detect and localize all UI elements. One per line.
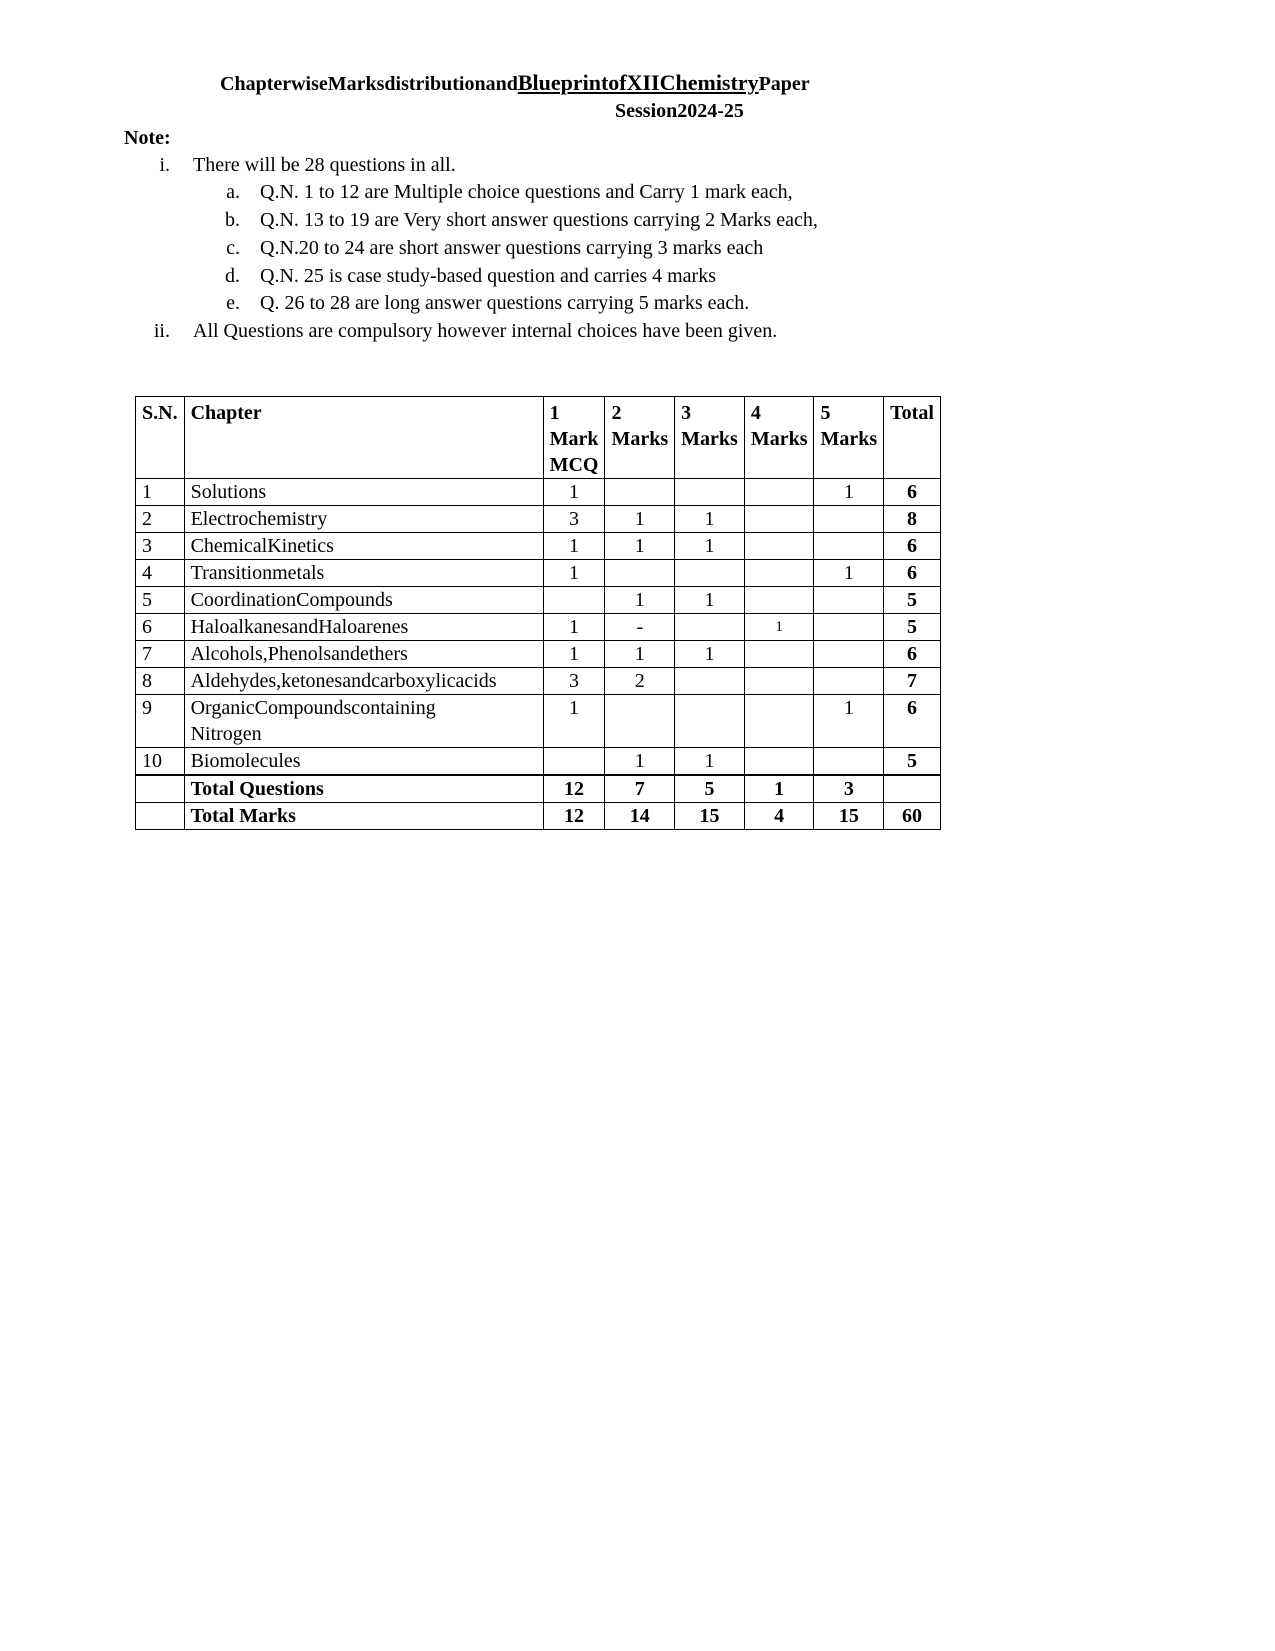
cell-chapter: Transitionmetals bbox=[184, 560, 543, 587]
cell-chapter: Biomolecules bbox=[184, 748, 543, 776]
cell-4-marks bbox=[744, 748, 814, 776]
cell-total: 6 bbox=[884, 560, 941, 587]
total-questions-row bbox=[136, 775, 941, 803]
table-row bbox=[136, 560, 941, 587]
table-header-row bbox=[136, 397, 941, 479]
cell-2-marks: 1 bbox=[605, 587, 675, 614]
cell-total bbox=[884, 775, 941, 803]
cell-total: 6 bbox=[884, 695, 941, 748]
cell-1-mark: 12 bbox=[543, 775, 605, 803]
cell-2-marks bbox=[605, 479, 675, 506]
cell-2-marks: - bbox=[605, 614, 675, 641]
note-text: Q.N. 13 to 19 are Very short answer questions carrying 2 Marks each, bbox=[260, 209, 818, 231]
cell-chapter: HaloalkanesandHaloarenes bbox=[184, 614, 543, 641]
chapter-line-2: Nitrogen bbox=[190, 723, 262, 745]
note-text: There will be 28 questions in all. bbox=[193, 154, 456, 176]
header-text: Marks bbox=[611, 428, 669, 450]
table-row bbox=[136, 614, 941, 641]
table-row bbox=[136, 748, 941, 776]
cell-chapter bbox=[184, 695, 543, 748]
title-part-3: Paper bbox=[758, 73, 810, 95]
cell-2-marks: 1 bbox=[605, 748, 675, 776]
cell-5-marks bbox=[814, 533, 884, 560]
header-text: 5 bbox=[820, 402, 831, 424]
cell-1-mark: 1 bbox=[543, 614, 605, 641]
header-text: 4 bbox=[750, 402, 761, 424]
cell-5-marks: 3 bbox=[814, 775, 884, 803]
cell-1-mark: 3 bbox=[543, 668, 605, 695]
note-marker: i. bbox=[159, 154, 170, 176]
cell-4-marks bbox=[744, 560, 814, 587]
note-text: Q.N. 1 to 12 are Multiple choice questions and Carry 1 mark each, bbox=[260, 181, 793, 203]
header-text: Marks bbox=[750, 428, 808, 450]
table-row bbox=[136, 695, 941, 748]
cell-1-mark: 3 bbox=[543, 506, 605, 533]
note-text: Q.N.20 to 24 are short answer questions carrying 3 marks each bbox=[260, 237, 764, 259]
total-marks-row bbox=[136, 803, 941, 830]
note-item-d bbox=[220, 265, 716, 288]
header-total: Total bbox=[884, 397, 941, 479]
header-4-marks bbox=[744, 397, 814, 479]
note-item-b bbox=[220, 209, 818, 232]
cell-1-mark: 1 bbox=[543, 560, 605, 587]
cell-5-marks: 15 bbox=[814, 803, 884, 830]
header-text: MCQ bbox=[549, 454, 599, 476]
header-text: 2 bbox=[611, 402, 622, 424]
cell-sn: 10 bbox=[136, 748, 185, 776]
cell-total: 60 bbox=[884, 803, 941, 830]
header-text: Marks bbox=[820, 428, 878, 450]
cell-3-marks bbox=[675, 614, 745, 641]
cell-5-marks: 1 bbox=[814, 560, 884, 587]
cell-total: 8 bbox=[884, 506, 941, 533]
cell-total: 6 bbox=[884, 641, 941, 668]
cell-4-marks: 1 bbox=[744, 614, 814, 641]
note-marker: a. bbox=[226, 181, 240, 203]
cell-4-marks bbox=[744, 587, 814, 614]
note-marker: ii. bbox=[153, 320, 170, 342]
cell-3-marks: 1 bbox=[675, 587, 745, 614]
cell-2-marks: 7 bbox=[605, 775, 675, 803]
header-chapter: Chapter bbox=[184, 397, 543, 479]
session-label: Session2024-25 bbox=[615, 100, 744, 122]
cell-chapter: Aldehydes,ketonesandcarboxylicacids bbox=[184, 668, 543, 695]
cell-sn: 7 bbox=[136, 641, 185, 668]
cell-2-marks: 2 bbox=[605, 668, 675, 695]
cell-3-marks: 15 bbox=[675, 803, 745, 830]
note-marker: d. bbox=[225, 265, 240, 287]
table-row bbox=[136, 506, 941, 533]
title-line bbox=[220, 70, 810, 96]
cell-chapter: ChemicalKinetics bbox=[184, 533, 543, 560]
cell-1-mark: 12 bbox=[543, 803, 605, 830]
note-marker: e. bbox=[226, 292, 240, 314]
note-heading: Note: bbox=[124, 127, 171, 149]
cell-5-marks bbox=[814, 587, 884, 614]
cell-4-marks: 4 bbox=[744, 803, 814, 830]
cell-5-marks bbox=[814, 506, 884, 533]
cell-chapter: Solutions bbox=[184, 479, 543, 506]
cell-2-marks bbox=[605, 560, 675, 587]
note-text: All Questions are compulsory however internal choices have been given. bbox=[193, 320, 778, 342]
cell-sn: 9 bbox=[136, 695, 185, 748]
table-row bbox=[136, 587, 941, 614]
cell-1-mark: 1 bbox=[543, 479, 605, 506]
cell-5-marks: 1 bbox=[814, 479, 884, 506]
note-marker: b. bbox=[225, 209, 240, 231]
title-part-1: ChapterwiseMarksdistributionand bbox=[220, 73, 518, 95]
cell-5-marks bbox=[814, 668, 884, 695]
cell-2-marks: 1 bbox=[605, 533, 675, 560]
cell-1-mark bbox=[543, 587, 605, 614]
total-marks-label: Total Marks bbox=[184, 803, 543, 830]
cell-chapter: CoordinationCompounds bbox=[184, 587, 543, 614]
cell-4-marks bbox=[744, 479, 814, 506]
cell-sn: 8 bbox=[136, 668, 185, 695]
cell-3-marks: 1 bbox=[675, 641, 745, 668]
cell-total: 5 bbox=[884, 614, 941, 641]
header-3-marks bbox=[675, 397, 745, 479]
cell-3-marks bbox=[675, 479, 745, 506]
cell-sn: 3 bbox=[136, 533, 185, 560]
cell-1-mark: 1 bbox=[543, 641, 605, 668]
cell-4-marks: 1 bbox=[744, 775, 814, 803]
cell-1-mark: 1 bbox=[543, 533, 605, 560]
cell-sn: 2 bbox=[136, 506, 185, 533]
cell-4-marks bbox=[744, 695, 814, 748]
cell-2-marks: 14 bbox=[605, 803, 675, 830]
table-row bbox=[136, 479, 941, 506]
cell-total: 6 bbox=[884, 533, 941, 560]
header-2-marks bbox=[605, 397, 675, 479]
total-questions-label: Total Questions bbox=[184, 775, 543, 803]
header-text: 1 bbox=[549, 402, 560, 424]
header-text: Marks bbox=[681, 428, 738, 450]
header-sn: S.N. bbox=[136, 397, 185, 479]
header-text: Mark bbox=[549, 428, 599, 450]
note-item-e bbox=[220, 292, 749, 315]
header-1-mark bbox=[543, 397, 605, 479]
cell-5-marks bbox=[814, 641, 884, 668]
chapter-line-1: OrganicCompoundscontaining bbox=[190, 697, 436, 719]
cell-chapter: Alcohols,Phenolsandethers bbox=[184, 641, 543, 668]
cell-chapter: Electrochemistry bbox=[184, 506, 543, 533]
cell-sn: 5 bbox=[136, 587, 185, 614]
cell-sn bbox=[136, 803, 185, 830]
table-row bbox=[136, 533, 941, 560]
cell-3-marks bbox=[675, 560, 745, 587]
title-part-2: BlueprintofXIIChemistry bbox=[517, 70, 759, 95]
cell-1-mark: 1 bbox=[543, 695, 605, 748]
cell-3-marks: 1 bbox=[675, 533, 745, 560]
cell-2-marks bbox=[605, 695, 675, 748]
cell-4-marks bbox=[744, 641, 814, 668]
cell-2-marks: 1 bbox=[605, 641, 675, 668]
cell-total: 7 bbox=[884, 668, 941, 695]
cell-total: 6 bbox=[884, 479, 941, 506]
cell-3-marks: 1 bbox=[675, 506, 745, 533]
cell-sn: 1 bbox=[136, 479, 185, 506]
blueprint-table bbox=[135, 396, 941, 830]
table-row bbox=[136, 668, 941, 695]
cell-1-mark bbox=[543, 748, 605, 776]
cell-3-marks bbox=[675, 695, 745, 748]
cell-sn bbox=[136, 775, 185, 803]
header-5-marks bbox=[814, 397, 884, 479]
cell-3-marks bbox=[675, 668, 745, 695]
cell-5-marks bbox=[814, 614, 884, 641]
note-text: Q.N. 25 is case study-based question and carries 4 marks bbox=[260, 265, 716, 287]
cell-sn: 6 bbox=[136, 614, 185, 641]
note-item-a bbox=[220, 181, 793, 204]
table-row bbox=[136, 641, 941, 668]
cell-total: 5 bbox=[884, 587, 941, 614]
note-item-i bbox=[150, 154, 456, 177]
note-marker: c. bbox=[226, 237, 240, 259]
cell-2-marks: 1 bbox=[605, 506, 675, 533]
cell-3-marks: 1 bbox=[675, 748, 745, 776]
cell-4-marks bbox=[744, 506, 814, 533]
cell-3-marks: 5 bbox=[675, 775, 745, 803]
cell-4-marks bbox=[744, 668, 814, 695]
note-text: Q. 26 to 28 are long answer questions carrying 5 marks each. bbox=[260, 292, 750, 314]
cell-sn: 4 bbox=[136, 560, 185, 587]
cell-5-marks: 1 bbox=[814, 695, 884, 748]
cell-4-marks bbox=[744, 533, 814, 560]
note-item-ii bbox=[150, 320, 777, 343]
note-item-c bbox=[220, 237, 763, 260]
cell-5-marks bbox=[814, 748, 884, 776]
cell-total: 5 bbox=[884, 748, 941, 776]
header-text: 3 bbox=[681, 402, 692, 424]
